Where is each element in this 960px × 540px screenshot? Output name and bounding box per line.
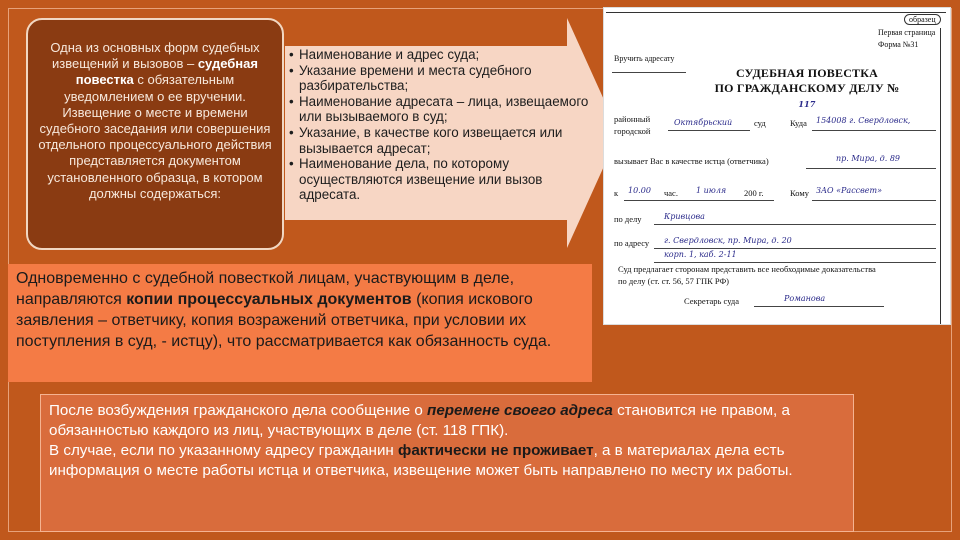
requirements-list [289,47,603,203]
addressee-label: Вручить адресату [614,54,675,63]
page-label: Первая страница [878,28,936,37]
sample-badge: образец [904,14,941,25]
copies-bold: копии процессуальных документов [126,291,412,308]
list-item: • Наименование адресата – лица, извещаемого или вызываемого в суд; [289,93,589,125]
list-item: • Наименование дела, по которому осуществляются извещение или вызов адресата. [289,156,543,203]
address-change-box [40,394,854,532]
paragraph-workplace-notice: В случае, если по указанному адресу гражданин фактически не проживает, а в материалах дела есть информация о месте работы истца и ответчика, извещение может быть направлено по месту их работы. [49,442,793,479]
paragraph-address-change: После возбуждения гражданского дела сообщение о перемене своего адреса становится не правом, а обязанностью каждого из лиц, участвующих в деле (ст. 118 ГПК). [49,402,790,439]
left-text-bold: судебная повестка [75,56,258,88]
summons-title: СУДЕБНАЯ ПОВЕСТКА ПО ГРАЖДАНСКОМУ ДЕЛУ № 117 [714,66,900,109]
form-number: Форма №31 [878,40,919,49]
left-text-after: с обязательным уведомлением о ее вручении. Извещение о месте и времени судебного заседания или совершения отдельного процессуального действия представляется документом установленного образца, в котором должны содержаться: [38,72,272,201]
left-info-box [26,18,284,250]
list-item: • Указание времени и места судебного разбирательства; [289,62,532,94]
list-item: • Наименование и адрес суда; [289,47,480,62]
summons-document-image: образец Первая страница Форма №31 Вручить адресату СУДЕБНАЯ ПОВЕСТКА ПО ГРАЖДАНСКОМУ ДЕЛУ № 117 районный городской Октябрьский суд Куда 154008 г. Свердловск, вызывает Вас в качестве истца (ответчика) пр. Мира, д. 89 к 10.00 час. 1 июля 200 г. Кому ЗАО «Рассвет» по делу Кривцова по адресу г. Свердловск, пр. Мира, д. 20 корп. 1, каб. 2-11 Суд предлагает сторонам представить все необходимые доказательства по делу (ст. ст. 56, 57 ГПК РФ) Секретарь суда Романова [604,8,950,324]
left-text-before: Одна из основных форм судебных извещений и вызовов – [50,40,260,72]
list-item: • Указание, в качестве кого извещается или вызывается адресат; [289,124,563,156]
copies-info-box: Одновременно с судебной повесткой лицам, участвующим в деле, направляются копии процессуальных документов (копия искового заявления – ответчику, копия возражений ответчика, при условии их поступления в суд, - истцу), что рассматривается как обязанность суда. [8,264,592,382]
